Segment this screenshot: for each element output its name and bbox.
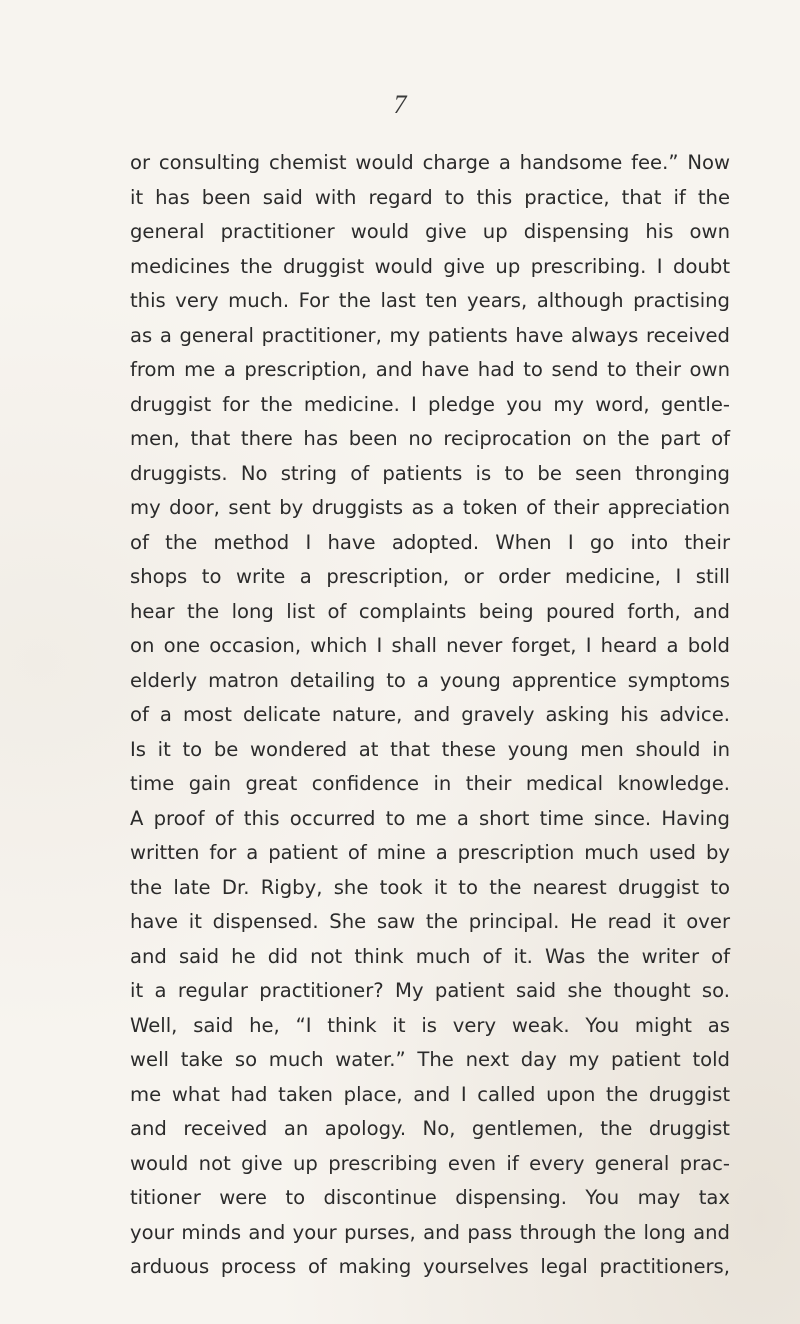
text-line: arduous process of making yourselves legal practitioners,	[130, 1255, 730, 1278]
text-line: have it dispensed. She saw the principal. He read it over	[130, 910, 730, 933]
text-line: of a most delicate nature, and gravely asking his advice.	[130, 703, 730, 726]
text-line: druggists. No string of patients is to be seen thronging	[130, 461, 730, 485]
text-line: my door, sent by druggists as a token of their appreciation	[130, 496, 730, 519]
text-line: elderly matron detailing to a young apprentice symptoms	[130, 668, 730, 692]
text-line: on one occasion, which I shall never forget, I heard a bold	[130, 634, 730, 657]
text-line: Is it to be wondered at that these young men should in	[130, 737, 730, 761]
text-line: druggist for the medicine. I pledge you my word, gentle-	[130, 392, 730, 416]
text-line: as a general practitioner, my patients have always received	[130, 323, 730, 347]
text-line: time gain great confidence in their medical knowledge.	[130, 772, 730, 795]
text-line: me what had taken place, and I called upon the druggist	[130, 1082, 730, 1106]
text-line: A proof of this occurred to me a short time since. Having	[130, 806, 730, 830]
text-line: medicines the druggist would give up prescribing. I doubt	[130, 254, 730, 278]
text-line: the late Dr. Rigby, she took it to the nearest druggist to	[130, 875, 730, 899]
text-line: well take so much water.” The next day my patient told	[130, 1048, 730, 1071]
page-number: 7	[393, 90, 407, 119]
text-line: written for a patient of mine a prescription much used by	[130, 841, 730, 864]
text-line: your minds and your purses, and pass through the long and	[130, 1220, 730, 1244]
text-line: shops to write a prescription, or order medicine, I still	[130, 565, 730, 588]
body-text	[130, 146, 730, 1285]
text-line: this very much. For the last ten years, although practising	[130, 289, 730, 312]
text-line: hear the long list of complaints being poured forth, and	[130, 599, 730, 623]
text-line: Well, said he, “I think it is very weak. You might as	[130, 1013, 730, 1037]
text-line: it has been said with regard to this practice, that if the	[130, 185, 730, 209]
text-line: men, that there has been no reciprocation on the part of	[130, 427, 730, 450]
text-line: or consulting chemist would charge a handsome fee.” Now	[130, 151, 730, 174]
text-line: it a regular practitioner? My patient said she thought so.	[130, 979, 730, 1002]
text-line: of the method I have adopted. When I go into their	[130, 530, 730, 554]
text-line: titioner were to discontinue dispensing. You may tax	[130, 1186, 730, 1209]
text-line: from me a prescription, and have had to send to their own	[130, 358, 730, 381]
text-line: and received an apology. No, gentlemen, the druggist	[130, 1117, 730, 1140]
text-line: general practitioner would give up dispensing his own	[130, 220, 730, 243]
text-line: would not give up prescribing even if every general prac-	[130, 1151, 730, 1175]
text-line: and said he did not think much of it. Was the writer of	[130, 944, 730, 968]
